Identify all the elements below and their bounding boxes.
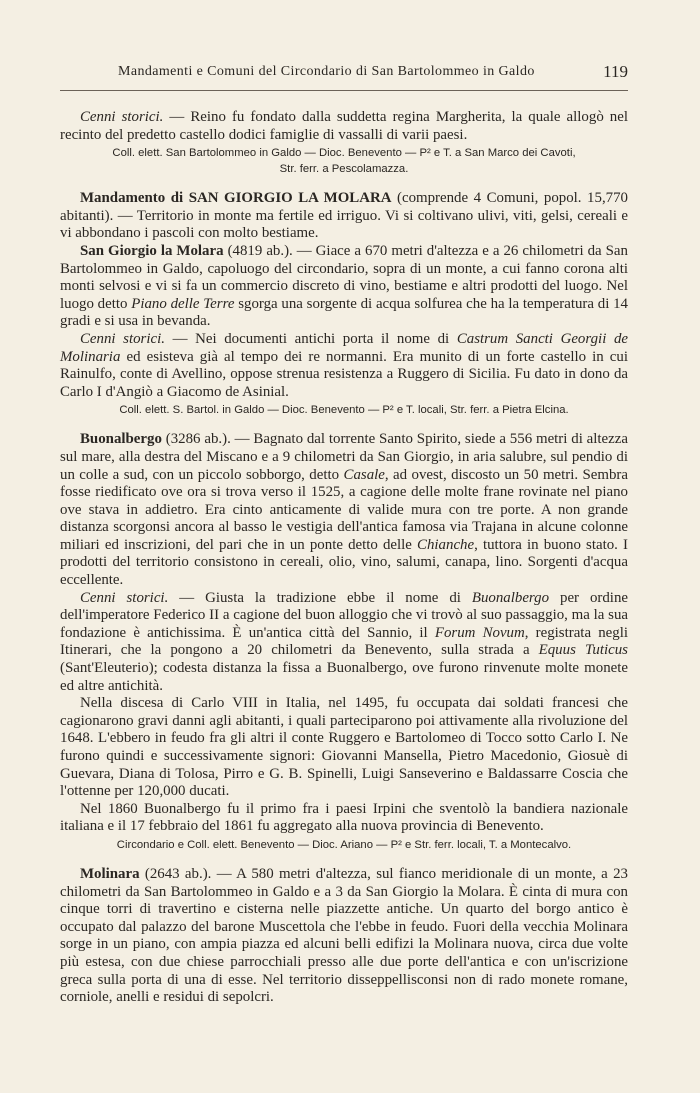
history-label: Cenni storici. <box>80 330 165 347</box>
san-giorgio-latin-name: Castrum Sancti Georgii de Molinaria <box>60 330 629 365</box>
buonalbergo-history-a: — Giusta la tradizione ebbe il nome di <box>168 589 472 606</box>
buonalbergo-history-c: , registrata negli Itinerari, che la pongono a 20 chilometri da Benevento, sulla strada a <box>60 624 628 659</box>
buonalbergo-chianche: Chianche <box>417 536 475 553</box>
san-giorgio-text-a: (4819 ab.). — Giace a 670 metri d'altezza e a 26 chilometri da San Bartolommeo in Galdo, capoluogo del circondario, sopra di un monte, a cui fanno corona alti monti selvosi e vi si fa un commercio discreto di vino, bestiame e altri prodotti del luogo. Nel luogo detto <box>60 242 628 312</box>
history-text: — Reino fu fondato dalla suddetta regina Margherita, la quale allogò nel recinto del predetto castello dodici famiglie di vassalli di varii paesi. <box>60 109 628 143</box>
mandamento-text: (comprende 4 Comuni, popol. 15,770 abitanti). — Territorio in monte ma fertile ed irriguo. Vi si coltivano ulivi, viti, gelsi, cereali e vi abbondano i pascoli con molto bestiame. <box>60 190 628 242</box>
molinara-text: (2643 ab.). — A 580 metri d'altezza, sul fianco meridionale di un monte, a 23 chilometri da San Bartolommeo in Galdo e a 3 da San Giorgio la Molara. È cinta di mura con cinque torri di travertino e cisterna nelle piazzette antiche. Un quarto del borgo antico è occupato dal palazzo del barone Muscettola che l'ebbe in feudo. Fuori della vecchia Molinara sorge in un piano, con ampia piazza ed alcuni belli edifizi la Molinara nuova, circa due volte più estesa, con due chiese parrocchiali presso alle due porte dell'antica e con un'iscrizione greca sulla porta di una di esse. Nel territorio disseppellisconsi non di rado monete romane, corniole, anelli e residui di sepolcri. <box>60 865 628 1006</box>
running-head-title: Mandamenti e Comuni del Circondario di San Bartolommeo in Galdo <box>118 64 535 79</box>
molinara-name: Molinara <box>80 865 140 882</box>
reino-history-paragraph <box>60 109 628 144</box>
buonalbergo-name: Buonalbergo <box>80 431 162 448</box>
section-gap <box>60 853 628 866</box>
san-giorgio-history-b: ed esisteva già al tempo dei re normanni. Era munito di un forte castello in cui Rainulfo, conte di Avellino, oppose strenua resistenza a Ruggero di Sicilia. Fu dato in dono da Carlo I d'Angiò a Giacomo de Asinial. <box>60 348 628 400</box>
running-head <box>60 60 628 91</box>
buonalbergo-history-name: Buonalbergo <box>471 589 550 606</box>
reino-electoral-note-line1: Coll. elett. San Bartolommeo in Galdo — Dioc. Benevento — P² e T. a San Marco dei Cavoti, <box>112 147 576 160</box>
page-body <box>60 109 628 1007</box>
san-giorgio-electoral-note: Coll. elett. S. Bartol. in Galdo — Dioc. Benevento — P² e T. locali, Str. ferr. a Pietra Elcina. <box>119 404 569 417</box>
buonalbergo-forum-novum: Forum Novum <box>434 624 525 641</box>
history-label: Cenni storici. <box>80 589 169 606</box>
buonalbergo-history-paragraph <box>60 590 628 696</box>
reino-electoral-note-line2: Str. ferr. a Pescolamazza. <box>279 163 409 176</box>
history-label: Cenni storici. <box>80 109 164 125</box>
buonalbergo-1860-paragraph: Nel 1860 Buonalbergo fu il primo fra i paesi Irpini che sventolò la bandiera nazionale italiana e il 17 febbraio del 1861 fu aggregato alla nuova provincia di Benevento. <box>60 800 628 835</box>
san-giorgio-place: Piano delle Terre <box>131 295 235 312</box>
buonalbergo-text-c: , tuttora in buono stato. I prodotti del territorio consistono in cereali, olio, vino, salumi, canapa, lino. Sorgenti d'acqua eccellente. <box>60 536 628 589</box>
san-giorgio-history-a: — Nei documenti antichi porta il nome di <box>164 330 457 347</box>
mandamento-paragraph <box>60 190 628 243</box>
san-giorgio-history-paragraph <box>60 331 628 401</box>
page-number: 119 <box>603 62 628 81</box>
section-gap <box>60 418 628 431</box>
buonalbergo-text-a: (3286 ab.). — Bagnato dal torrente Santo Spirito, siede a 556 metri di altezza sul mare, alla destra del Miscano e a 9 chilometri da San Giorgio, in aria salubre, sul pendio di un colle a sud, con un piccolo sobborgo, detto <box>60 431 628 483</box>
buonalbergo-history-b: per ordine dell'imperatore Federico II a cagione del buon alloggio che vi trovò al suo passaggio, ma la sua fondazione è antichissima. È un'antica città del Sannio, il <box>60 589 628 641</box>
san-giorgio-name: San Giorgio la Molara <box>80 242 224 259</box>
buonalbergo-paragraph <box>60 431 628 589</box>
buonalbergo-electoral-note: Circondario e Coll. elett. Benevento — Dioc. Ariano — P² e Str. ferr. locali, T. a Montecalvo. <box>116 838 572 851</box>
buonalbergo-casale: Casale <box>343 466 385 483</box>
buonalbergo-carlo-viii-paragraph: Nella discesa di Carlo VIII in Italia, nel 1495, fu occupata dai soldati francesi che cagionarono gravi danni agli abitanti, i quali parteciparono poi attivamente alla rivoluzione del 1648. L'ebbero in feudo fra gli altri il conte Ruggero e Bartolomeo di Tocco sotto Carlo I. Ne furono quindi e successivamente signori: Giovanni Mansella, Pietro Macedonio, Giosuè di Guevara, Diana di Tolosa, Pirro e G. B. Spinelli, Luigi Sanseverino e Baldassarre Coscia che l'ottenne per 120,000 ducati. <box>60 695 628 800</box>
molinara-paragraph <box>60 866 628 1007</box>
san-giorgio-text-b: sgorga una sorgente di acqua solfurea che ha la temperatura di 14 gradi e si usa in bevanda. <box>60 295 629 330</box>
buonalbergo-text-b: , ad ovest, discosto un 50 metri. Sembra fosse riedificato ove ora si trova verso il 1525, a cagione delle molte frane rovinate nel piano ove stava in addietro. Era cinto anticamente di valide mura con tre porte. A non grande distanza scorgonsi ancora al basso le vestigia dell'antica famosa via Trajana in alcune colonne miliari ed inscrizioni, del pari che in un ponte detto delle <box>60 466 628 553</box>
san-giorgio-paragraph <box>60 243 628 331</box>
buonalbergo-history-d: (Sant'Eleuterio); codesta distanza la fissa a Buonalbergo, ove furono rinvenute molte monete ed altre antichità. <box>60 660 628 694</box>
mandamento-prefix: Mandamento di <box>80 190 189 207</box>
section-gap <box>60 177 628 190</box>
buonalbergo-equus-tuticus: Equus Tuticus <box>538 642 628 659</box>
mandamento-name: SAN GIORGIO LA MOLARA <box>188 190 392 207</box>
